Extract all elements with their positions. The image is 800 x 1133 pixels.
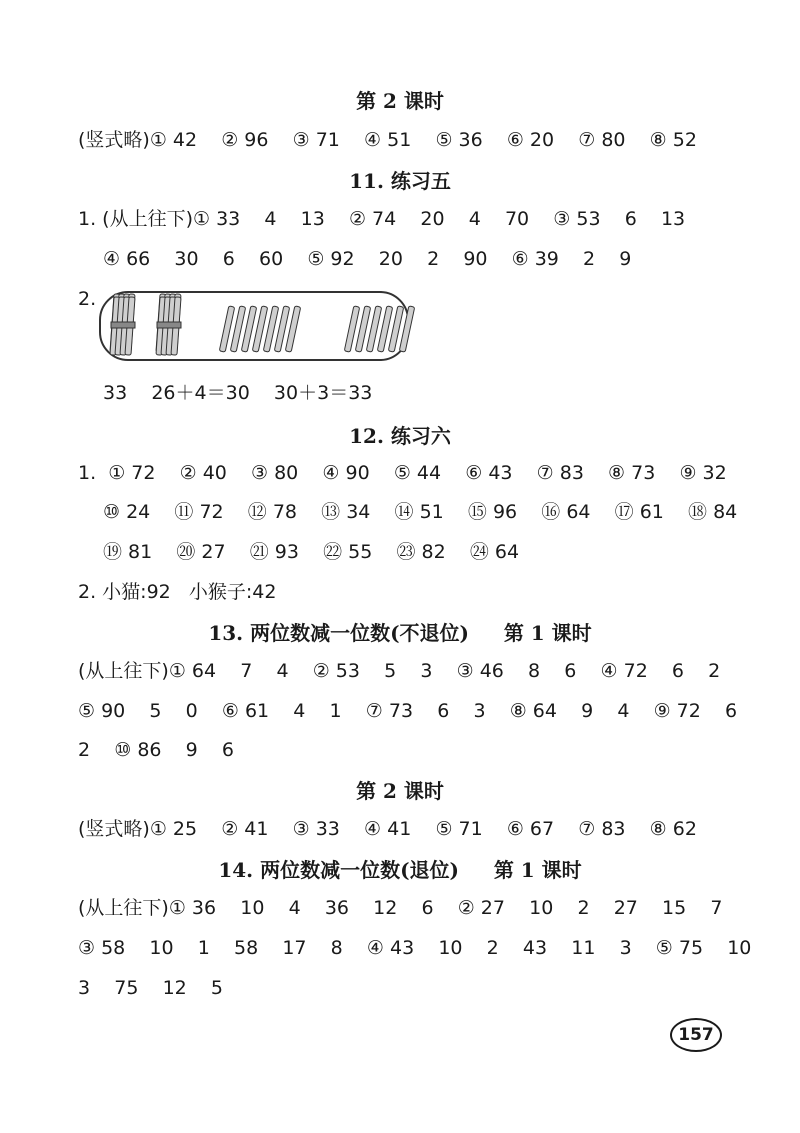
lesson-heading: 第 2 课时: [356, 89, 444, 113]
equation-line: 33 26＋4＝30 30＋3＝33: [103, 382, 373, 404]
exercise-heading: 11. 练习五: [349, 169, 451, 193]
answer-line: 2 ⑩ 86 9 6: [78, 739, 234, 761]
answer-line: (从上往下)① 64 7 4 ② 53 5 3 ③ 46 8 6 ④ 72 6 2: [78, 660, 721, 682]
answer-line: ⑩ 24 ⑪ 72 ⑫ 78 ⑬ 34 ⑭ 51 ⑮ 96 ⑯ 64 ⑰ 61 ⑱ 84: [103, 501, 738, 523]
counting-sticks-icon: [94, 286, 424, 366]
lesson-heading: 第 2 课时: [356, 779, 444, 803]
answer-line: (竖式略)① 42 ② 96 ③ 71 ④ 51 ⑤ 36 ⑥ 20 ⑦ 80 ⑧ 52: [78, 129, 697, 151]
answer-line: (从上往下)① 36 10 4 36 12 6 ② 27 10 2 27 15 7: [78, 897, 723, 919]
answer-line: ⑲ 81 ⑳ 27 ㉑ 93 ㉒ 55 ㉓ 82 ㉔ 64: [103, 541, 520, 563]
answer-line: ③ 58 10 1 58 17 8 ④ 43 10 2 43 11 3 ⑤ 75 10: [78, 937, 752, 959]
answer-line: ⑤ 90 5 0 ⑥ 61 4 1 ⑦ 73 6 3 ⑧ 64 9 4 ⑨ 72 6: [78, 700, 738, 722]
lesson-heading: 13. 两位数减一位数(不退位) 第 1 课时: [208, 621, 592, 645]
answer-line: ④ 66 30 6 60 ⑤ 92 20 2 90 ⑥ 39 2 9: [103, 248, 632, 270]
answer-line: (竖式略)① 25 ② 41 ③ 33 ④ 41 ⑤ 71 ⑥ 67 ⑦ 83 ⑧ 62: [78, 818, 697, 840]
page-number: 157: [670, 1018, 722, 1052]
answer-line: 1. ① 72 ② 40 ③ 80 ④ 90 ⑤ 44 ⑥ 43 ⑦ 83 ⑧ 73 ⑨ 32: [78, 462, 727, 484]
answer-line: 1. (从上往下)① 33 4 13 ② 74 20 4 70 ③ 53 6 13: [78, 208, 686, 230]
counting-sticks-figure: [100, 292, 415, 360]
bundle-tie: [157, 322, 181, 328]
question-label: 2.: [78, 288, 97, 310]
answer-line: 3 75 12 5: [78, 977, 224, 999]
bundle-tie: [111, 322, 135, 328]
lesson-heading: 14. 两位数减一位数(退位) 第 1 课时: [218, 858, 582, 882]
exercise-heading: 12. 练习六: [349, 424, 451, 448]
answer-line: 2. 小猫:92 小猴子:42: [78, 581, 277, 603]
